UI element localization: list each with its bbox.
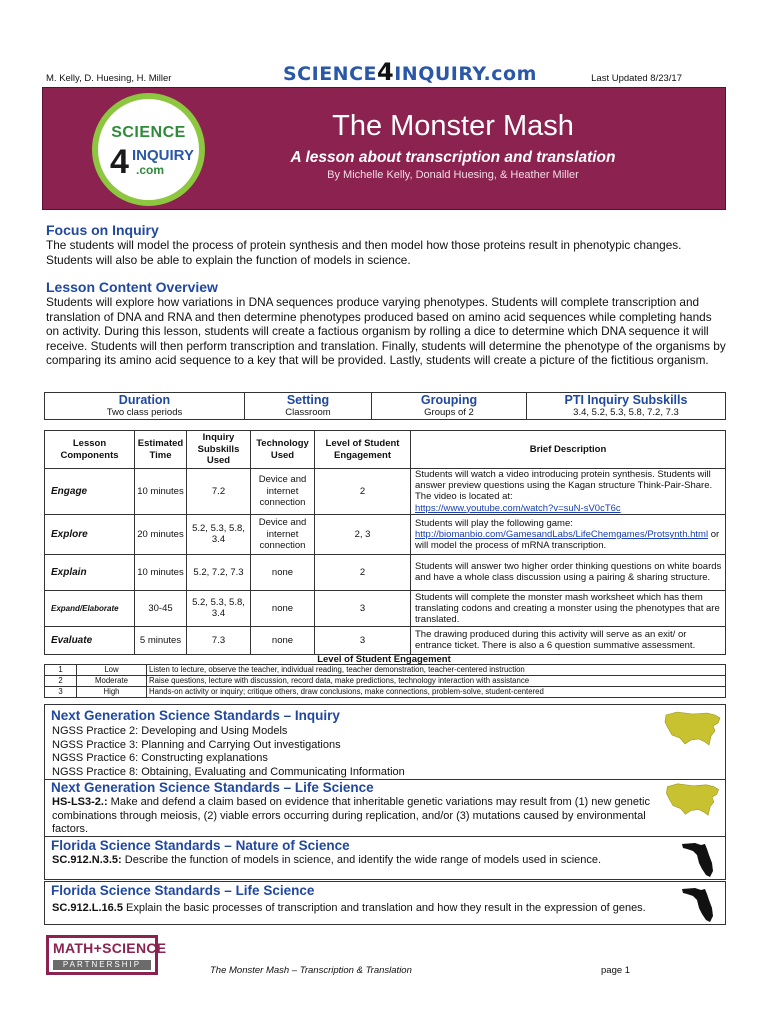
- table-row: [45, 469, 726, 515]
- subskills-header: PTI Inquiry Subskills: [564, 393, 688, 407]
- list-item: NGSS Practice 2: Developing and Using Models: [52, 725, 288, 737]
- list-item: NGSS Practice 8: Obtaining, Evaluating and Communicating Information: [52, 765, 405, 778]
- level-num: 2: [45, 676, 77, 687]
- page-title: The Monster Mash: [332, 110, 574, 142]
- subskills-value: 3.4, 5.2, 5.3, 5.8, 7.2, 7.3: [573, 407, 679, 418]
- focus-section: [46, 222, 726, 267]
- time-cell: 10 minutes: [135, 554, 187, 590]
- site-logo-four: 4: [377, 58, 395, 86]
- level-num: 3: [45, 687, 77, 698]
- standard-text: Describe the function of models in science, and identify the wide range of models used in science.: [121, 854, 602, 866]
- page-number: page 1: [601, 965, 631, 976]
- site-logo-inquiry: INQUIRY: [394, 63, 484, 85]
- standard-text: Explain the basic processes of transcription and translation and how they result in the expression of genes.: [122, 902, 646, 914]
- components-table: [44, 430, 726, 655]
- logo-science-text: SCIENCE: [111, 124, 186, 141]
- logo-top-text: MATH+SCIENCE: [53, 940, 167, 956]
- level-name: High: [77, 687, 147, 698]
- subskills-cell: 7.2: [187, 469, 251, 515]
- logo-inquiry-text: INQUIRY: [132, 147, 194, 164]
- ngss-inquiry-list: [52, 725, 405, 779]
- fl-nature-text: [52, 854, 652, 868]
- standard-text: Make and defend a claim based on evidence that inheritable genetic variations may result from (1) new genetic combinations through meiosis, (2) viable errors occurring during replication, and/or (3) mutations caused by environmental factors.: [52, 796, 650, 836]
- setting-value: Classroom: [285, 407, 331, 418]
- last-updated: Last Updated 8/23/17: [591, 73, 682, 84]
- title-banner: [42, 87, 726, 210]
- top-line: [0, 58, 768, 86]
- level-desc: Raise questions, lecture with discussion, record data, make predictions, technology interaction with assistance: [147, 676, 726, 687]
- description-text: Students will play the following game:: [415, 517, 573, 529]
- col-header: Estimated Time: [135, 431, 187, 469]
- level-name: Moderate: [77, 676, 147, 687]
- florida-map-icon: [681, 841, 715, 879]
- col-header: Technology Used: [251, 431, 315, 469]
- math-science-partnership-logo: [46, 935, 167, 975]
- phase-cell: Explore: [45, 514, 135, 554]
- ngss-inquiry-heading: Next Generation Science Standards – Inquiry: [51, 708, 340, 723]
- tech-cell: none: [251, 626, 315, 654]
- fl-life-box: [44, 881, 726, 925]
- level-num: 1: [45, 665, 77, 676]
- table-row: [45, 514, 726, 554]
- science4inquiry-logo: [92, 93, 205, 206]
- standard-code: SC.912.L.16.5: [52, 902, 123, 914]
- ngss-life-text: [52, 796, 652, 837]
- col-header: Level of Student Engagement: [315, 431, 411, 469]
- focus-heading: Focus on Inquiry: [46, 222, 159, 238]
- description-cell: [411, 469, 726, 515]
- time-cell: 30-45: [135, 590, 187, 626]
- table-row: [45, 590, 726, 626]
- level-cell: 3: [315, 590, 411, 626]
- setting-header: Setting: [286, 393, 330, 407]
- subskills-cell: 5.2, 7.2, 7.3: [187, 554, 251, 590]
- logo-four-text: 4: [110, 143, 129, 181]
- time-cell: 5 minutes: [135, 626, 187, 654]
- table-row: [45, 665, 726, 676]
- list-item: NGSS Practice 3: Planning and Carrying Out investigations: [52, 738, 341, 751]
- game-link[interactable]: http://biomanbio.com/GamesandLabs/LifeChemgames/Protsynth.html: [415, 528, 709, 540]
- time-cell: 10 minutes: [135, 469, 187, 515]
- level-desc: Listen to lecture, observe the teacher, individual reading, teacher demonstration, teacher-centered instruction: [147, 665, 726, 676]
- description-cell: The drawing produced during this activity will serve as an exit/ or entrance ticket. There is also a 6 question summative assessment.: [411, 626, 726, 654]
- fl-life-text: [52, 902, 672, 916]
- usa-map-icon: [663, 709, 723, 749]
- overview-text: Students will explore how variations in DNA sequences produce varying phenotypes. Students will complete transcription and translation of DNA and RNA and then determine phenotypes produced based on amino acid sequences while completing hands on activity. During this lesson, students will create a factious organism by rolling a dice to determine which DNA sequence it will receive. Students will then perform transcription and translation. Finally, students will determine the phenotype of the organisms by comparing its amino acid sequence to a key that will be provided. Lastly, students will create a picture of the fictitious organism.: [46, 295, 726, 368]
- overview-section: [46, 279, 726, 368]
- tech-cell: Device and internet connection: [251, 514, 315, 554]
- table-row: [45, 676, 726, 687]
- fl-nature-heading: Florida Science Standards – Nature of Science: [51, 838, 350, 853]
- table-row: [45, 626, 726, 654]
- level-cell: 2: [315, 554, 411, 590]
- col-header: Inquiry Subskills Used: [187, 431, 251, 469]
- grouping-header: Grouping: [420, 393, 478, 407]
- duration-value: Two class periods: [106, 407, 183, 418]
- tech-cell: none: [251, 554, 315, 590]
- standard-code: HS-LS3-2.:: [52, 796, 108, 808]
- logo-com-text: .com: [136, 163, 165, 177]
- duration-header: Duration: [118, 393, 171, 407]
- logo-bottom-text: PARTNERSHIP: [53, 960, 151, 970]
- page-subtitle: A lesson about transcription and translation: [290, 149, 616, 166]
- engagement-table: [44, 664, 726, 698]
- tech-cell: none: [251, 590, 315, 626]
- description-cell: Students will complete the monster mash worksheet which has them translating codons and creating a monster using the phenotypes that are translated.: [411, 590, 726, 626]
- description-text: Students will watch a video introducing protein synthesis. Students will answer preview questions using the Kagan structure Think-Pair-Share. The video is located at:: [415, 469, 713, 503]
- level-cell: 2, 3: [315, 514, 411, 554]
- col-header: Brief Description: [411, 431, 726, 469]
- authors-short: M. Kelly, D. Huesing, H. Miller: [46, 73, 172, 84]
- table-row: [45, 687, 726, 698]
- time-cell: 20 minutes: [135, 514, 187, 554]
- video-link[interactable]: https://www.youtube.com/watch?v=suN-sV0cT6c: [415, 502, 621, 514]
- level-desc: Hands-on activity or inquiry; critique others, draw conclusions, make connections, problem-solve, student-centered: [147, 687, 726, 698]
- fl-nature-box: [44, 836, 726, 880]
- grouping-value: Groups of 2: [424, 407, 474, 418]
- overview-heading: Lesson Content Overview: [46, 279, 218, 295]
- description-cell: Students will answer two higher order thinking questions on white boards and have a whole class discussion using a pairing & sharing structure.: [411, 554, 726, 590]
- phase-cell: Expand/Elaborate: [45, 590, 135, 626]
- phase-cell: Explain: [45, 554, 135, 590]
- phase-cell: Engage: [45, 469, 135, 515]
- ngss-life-box: [44, 779, 726, 837]
- col-header: Lesson Components: [45, 431, 135, 469]
- phase-cell: Evaluate: [45, 626, 135, 654]
- fl-life-heading: Florida Science Standards – Life Science: [51, 883, 315, 898]
- table-row: [45, 554, 726, 590]
- engagement-title: Level of Student Engagement: [317, 654, 451, 665]
- level-cell: 3: [315, 626, 411, 654]
- list-item: NGSS Practice 6: Constructing explanations: [52, 752, 268, 765]
- site-logo[interactable]: [283, 58, 537, 86]
- subskills-cell: 5.2, 5.3, 5.8, 3.4: [187, 590, 251, 626]
- ngss-inquiry-box: [44, 704, 726, 780]
- level-cell: 2: [315, 469, 411, 515]
- subskills-cell: 5.2, 5.3, 5.8, 3.4: [187, 514, 251, 554]
- summary-table: [44, 392, 726, 420]
- description-text-after: or will model the process of mRNA transcription.: [415, 528, 720, 551]
- level-name: Low: [77, 665, 147, 676]
- usa-map-icon: [663, 781, 723, 819]
- description-cell: [411, 514, 726, 554]
- standard-code: SC.912.N.3.5:: [52, 854, 122, 866]
- florida-map-icon: [681, 886, 715, 924]
- site-logo-com: .com: [483, 63, 537, 85]
- tech-cell: Device and internet connection: [251, 469, 315, 515]
- site-logo-science: SCIENCE: [283, 63, 378, 85]
- ngss-life-heading: Next Generation Science Standards – Life Science: [51, 780, 374, 795]
- footer-title: The Monster Mash – Transcription & Translation: [210, 965, 412, 976]
- subskills-cell: 7.3: [187, 626, 251, 654]
- byline: By Michelle Kelly, Donald Huesing, & Heather Miller: [327, 169, 579, 181]
- focus-text: The students will model the process of protein synthesis and then model how those proteins result in phenotypic changes. Students will also be able to explain the function of models in science.: [46, 238, 682, 267]
